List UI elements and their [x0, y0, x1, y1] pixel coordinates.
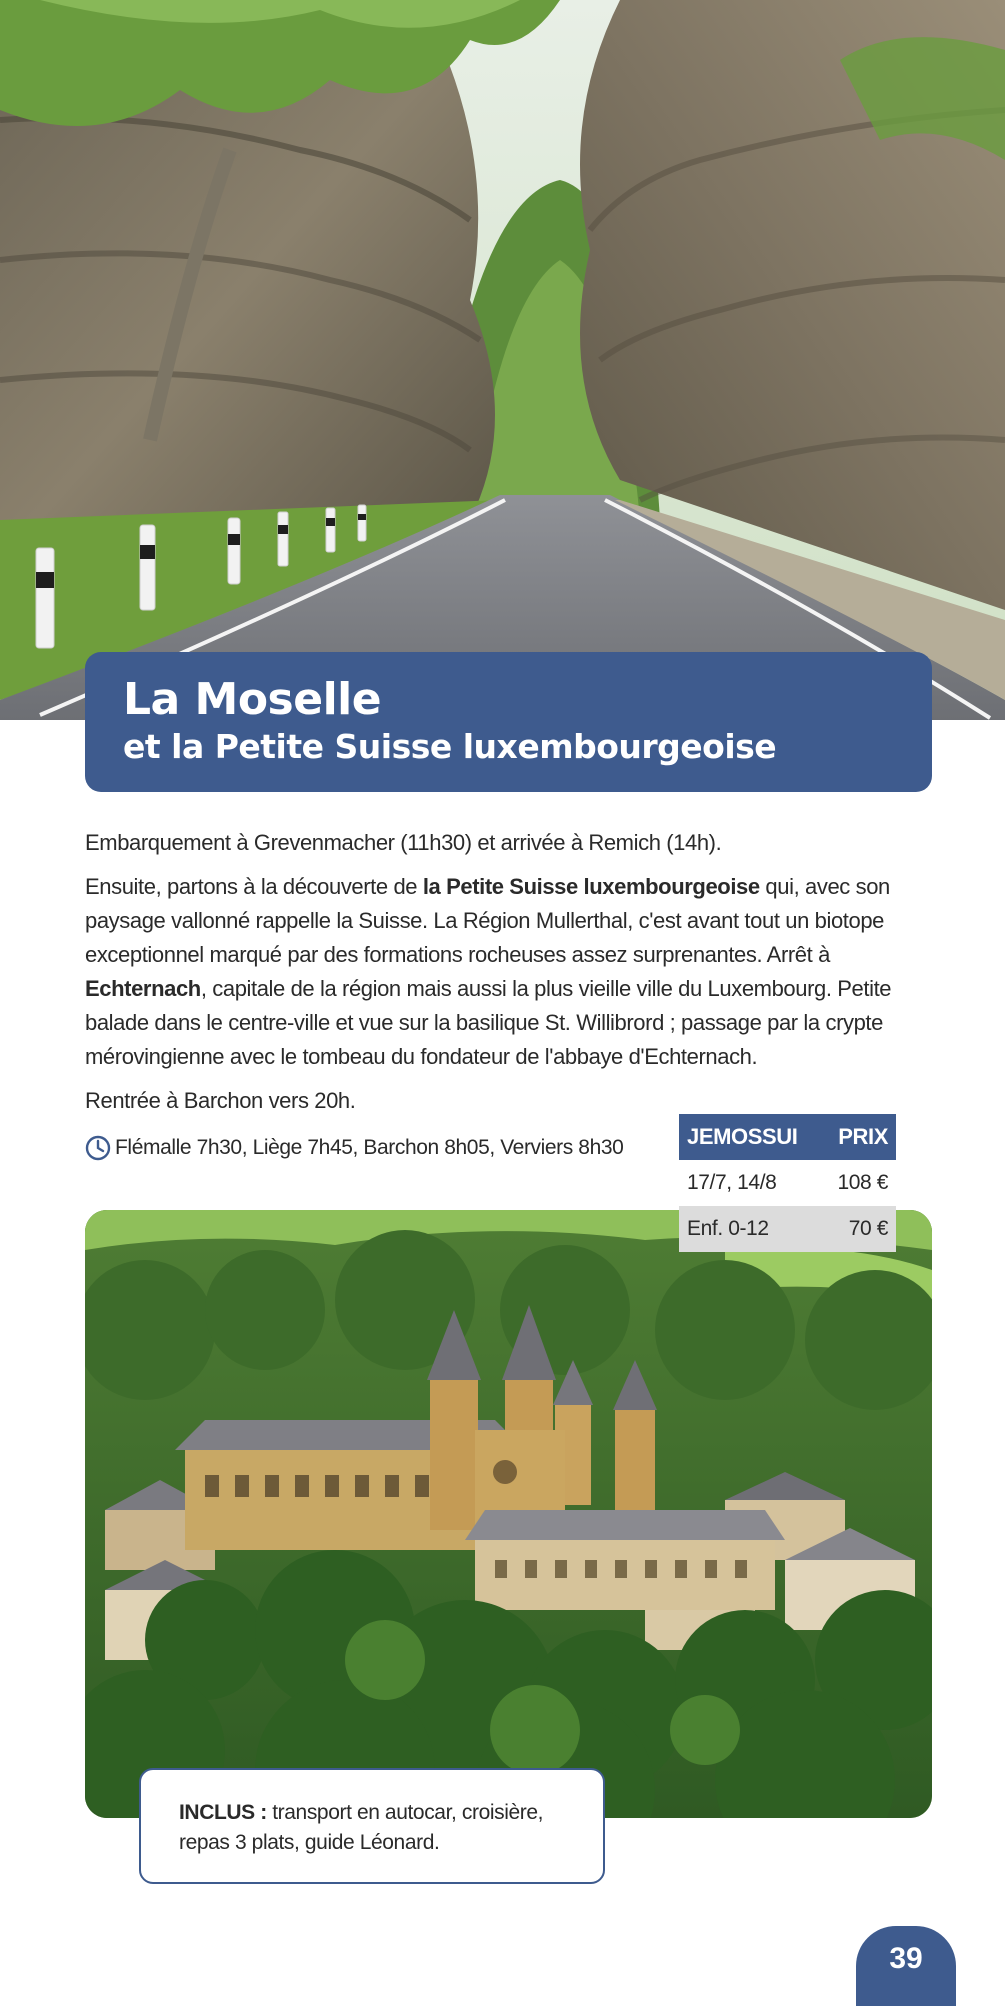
highlight-echternach: Echternach	[85, 976, 201, 1001]
row-dates: Enf. 0-12	[679, 1206, 821, 1252]
paragraph-return: Rentrée à Barchon vers 20h.	[85, 1088, 356, 1113]
title-banner	[85, 652, 932, 792]
page-subtitle: et la Petite Suisse luxembourgeoise	[123, 727, 777, 766]
page-title: La Moselle	[123, 674, 382, 725]
paragraph-discovery: Ensuite, partons à la découverte de la Petite Suisse luxembourgeoise qui, avec son paysage vallonné rappelle la Suisse. La Région Mullerthal, c'est avant tout un biotope exceptionnel marqué par des formations rocheuses assez surprenantes. Arrêt à Echternach, capitale de la région mais aussi la plus vieille ville du Luxembourg. Petite balade dans le centre-ville et vue sur la basilique St. Willibrord ; passage par la crypte mérovingienne avec le tombeau du fondateur de l'abbaye d'Echternach.	[85, 874, 892, 1069]
highlight-petite-suisse: la Petite Suisse luxembourgeoise	[422, 874, 760, 899]
included-text: transport en autocar, croisière, repas 3 plats, guide Léonard.	[179, 1801, 544, 1854]
table-row	[679, 1206, 896, 1252]
column-header-price: PRIX	[821, 1114, 896, 1160]
row-price: 70 €	[821, 1206, 896, 1252]
row-price: 108 €	[821, 1160, 896, 1206]
page-number: 39	[856, 1926, 956, 2006]
row-dates: 17/7, 14/8	[679, 1160, 821, 1206]
description	[85, 826, 935, 1128]
price-table	[679, 1114, 896, 1252]
departure-schedule	[85, 1133, 655, 1163]
schedule-text: Flémalle 7h30, Liège 7h45, Barchon 8h05, Verviers 8h30	[115, 1136, 624, 1159]
clock-icon	[85, 1135, 111, 1161]
table-row	[679, 1160, 896, 1206]
hero-photo-gorge-road	[0, 0, 1005, 720]
paragraph-boarding: Embarquement à Grevenmacher (11h30) et arrivée à Remich (14h).	[85, 830, 722, 855]
included-label: INCLUS :	[179, 1801, 267, 1824]
column-header-code: JEMOSSUI	[679, 1114, 821, 1160]
included-box	[139, 1768, 605, 1884]
echternach-town-photo	[85, 1210, 932, 1818]
